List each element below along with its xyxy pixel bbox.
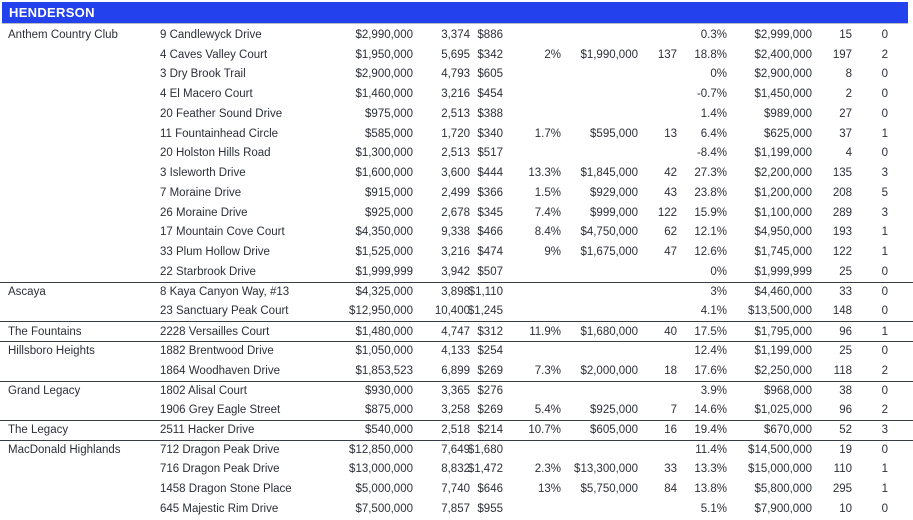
- list-price: $915,000: [365, 186, 413, 199]
- total-reduction-pct: 1.4%: [700, 107, 727, 120]
- address-label: 20 Feather Sound Drive: [160, 107, 283, 120]
- original-price: $2,250,000: [754, 364, 812, 377]
- sqft: 1,720: [441, 127, 470, 140]
- list-price: $975,000: [365, 107, 413, 120]
- address-label: 645 Majestic Rim Drive: [160, 502, 279, 515]
- days-since-reduction: 122: [657, 206, 677, 219]
- address-label: 1864 Woodhaven Drive: [160, 364, 280, 377]
- price-per-sqft: $474: [477, 246, 503, 259]
- total-reduction-pct: 4.1%: [700, 305, 727, 318]
- count-value: 1: [881, 246, 888, 259]
- original-price: $1,795,000: [754, 325, 812, 338]
- original-price: $4,460,000: [754, 286, 812, 299]
- total-reduction-pct: 5.1%: [700, 502, 727, 515]
- days-on-market: 289: [832, 206, 852, 219]
- sqft: 2,518: [441, 424, 470, 437]
- sqft: 6,899: [441, 364, 470, 377]
- address-label: 1906 Grey Eagle Street: [160, 404, 281, 417]
- section-title: HENDERSON: [9, 5, 95, 20]
- list-price: $1,460,000: [355, 88, 413, 101]
- sqft: 7,740: [441, 483, 470, 496]
- address-label: 3 Isleworth Drive: [160, 167, 246, 180]
- sqft: 2,513: [441, 147, 470, 160]
- sqft: 3,216: [441, 88, 470, 101]
- count-value: 0: [881, 384, 888, 397]
- original-price: $1,745,000: [754, 246, 812, 259]
- total-reduction-pct: 3%: [710, 286, 727, 299]
- original-price: $7,900,000: [754, 502, 812, 515]
- address-label: 11 Fountainhead Circle: [160, 127, 279, 140]
- address-label: 23 Sanctuary Peak Court: [160, 305, 289, 318]
- original-price: $670,000: [764, 424, 812, 437]
- reduced-price: $595,000: [590, 127, 638, 140]
- days-since-reduction: 43: [664, 186, 677, 199]
- sqft: 4,133: [441, 345, 470, 358]
- neighborhood-label: MacDonald Highlands: [8, 444, 121, 457]
- price-per-sqft: $340: [477, 127, 503, 140]
- list-price: $1,525,000: [355, 246, 413, 259]
- count-value: 0: [881, 107, 888, 120]
- total-reduction-pct: -0.7%: [696, 88, 727, 101]
- days-on-market: 193: [832, 226, 852, 239]
- original-price: $1,199,000: [754, 147, 812, 160]
- days-on-market: 208: [832, 186, 852, 199]
- list-price: $540,000: [365, 424, 413, 437]
- total-reduction-pct: 0%: [710, 68, 727, 81]
- original-price: $2,400,000: [754, 48, 812, 61]
- days-on-market: 96: [839, 325, 852, 338]
- price-per-sqft: $454: [477, 88, 503, 101]
- list-price: $1,480,000: [355, 325, 413, 338]
- table-row: [0, 420, 913, 440]
- table-row: [0, 203, 913, 223]
- address-label: 4 El Macero Court: [160, 88, 253, 101]
- days-on-market: 27: [839, 107, 852, 120]
- list-price: $1,853,523: [355, 364, 413, 377]
- days-on-market: 25: [839, 345, 852, 358]
- neighborhood-label: Ascaya: [8, 286, 46, 299]
- price-per-sqft: $646: [477, 483, 503, 496]
- days-since-reduction: 18: [664, 364, 677, 377]
- original-price: $13,500,000: [748, 305, 812, 318]
- reduced-price: $929,000: [590, 186, 638, 199]
- sqft: 3,942: [441, 265, 470, 278]
- days-on-market: 110: [833, 463, 852, 476]
- price-per-sqft: $254: [477, 345, 503, 358]
- sqft: 3,365: [441, 384, 470, 397]
- count-value: 0: [881, 88, 888, 101]
- original-price: $2,200,000: [754, 167, 812, 180]
- total-reduction-pct: 15.9%: [694, 206, 727, 219]
- list-price: $13,000,000: [349, 463, 413, 476]
- list-price: $4,325,000: [355, 286, 413, 299]
- neighborhood-label: Anthem Country Club: [8, 28, 118, 41]
- sqft: 3,898: [441, 286, 470, 299]
- sqft: 3,374: [441, 28, 470, 41]
- days-on-market: 19: [839, 444, 852, 457]
- original-price: $1,999,999: [754, 265, 812, 278]
- sqft: 5,695: [441, 48, 470, 61]
- count-value: 0: [881, 345, 888, 358]
- reduced-price: $1,675,000: [580, 246, 638, 259]
- sqft: 3,216: [441, 246, 470, 259]
- days-since-reduction: 7: [670, 404, 677, 417]
- price-per-sqft: $605: [477, 68, 503, 81]
- table-row: [0, 65, 913, 85]
- reduced-price: $1,845,000: [580, 167, 638, 180]
- table-row: [0, 400, 913, 420]
- reduction-pct: 2.3%: [534, 463, 561, 476]
- days-since-reduction: 33: [664, 463, 677, 476]
- list-price: $12,950,000: [349, 305, 413, 318]
- table-row: [0, 262, 913, 282]
- table-row: [0, 223, 913, 243]
- reduced-price: $5,750,000: [580, 483, 638, 496]
- neighborhood-label: The Fountains: [8, 325, 82, 338]
- address-label: 1458 Dragon Stone Place: [160, 483, 292, 496]
- price-per-sqft: $388: [477, 107, 503, 120]
- count-value: 3: [881, 167, 888, 180]
- days-on-market: 295: [832, 483, 852, 496]
- reduced-price: $925,000: [590, 404, 638, 417]
- table-row: [0, 479, 913, 499]
- total-reduction-pct: 3.9%: [700, 384, 727, 397]
- original-price: $625,000: [764, 127, 812, 140]
- total-reduction-pct: 12.1%: [694, 226, 727, 239]
- total-reduction-pct: 23.8%: [694, 186, 727, 199]
- sqft: 4,747: [441, 325, 470, 338]
- list-price: $2,990,000: [355, 28, 413, 41]
- address-label: 20 Holston Hills Road: [160, 147, 271, 160]
- table-row: [0, 440, 913, 460]
- list-price: $875,000: [365, 404, 413, 417]
- days-on-market: 118: [833, 364, 852, 377]
- table-row: [0, 45, 913, 65]
- days-on-market: 135: [832, 167, 852, 180]
- list-price: $12,850,000: [349, 444, 413, 457]
- total-reduction-pct: 17.6%: [694, 364, 727, 377]
- list-price: $925,000: [365, 206, 413, 219]
- days-since-reduction: 42: [664, 167, 677, 180]
- reduced-price: $2,000,000: [580, 364, 638, 377]
- count-value: 2: [881, 364, 888, 377]
- price-per-sqft: $214: [477, 424, 503, 437]
- sqft: 2,513: [441, 107, 470, 120]
- list-price: $7,500,000: [355, 502, 413, 515]
- days-on-market: 52: [839, 424, 852, 437]
- count-value: 1: [881, 483, 888, 496]
- total-reduction-pct: 19.4%: [694, 424, 727, 437]
- list-price: $1,300,000: [355, 147, 413, 160]
- days-on-market: 197: [832, 48, 852, 61]
- list-price: $2,900,000: [355, 68, 413, 81]
- days-on-market: 15: [839, 28, 852, 41]
- total-reduction-pct: -8.4%: [696, 147, 727, 160]
- address-label: 2511 Hacker Drive: [160, 424, 255, 437]
- price-per-sqft: $1,472: [467, 463, 503, 476]
- count-value: 0: [881, 28, 888, 41]
- reduction-pct: 2%: [544, 48, 561, 61]
- reduction-pct: 10.7%: [528, 424, 561, 437]
- reduction-pct: 7.3%: [534, 364, 561, 377]
- price-per-sqft: $1,680: [467, 444, 503, 457]
- reduction-pct: 11.9%: [529, 325, 561, 338]
- table-row: [0, 104, 913, 124]
- table-row: [0, 84, 913, 104]
- count-value: 0: [881, 502, 888, 515]
- price-per-sqft: $345: [477, 206, 503, 219]
- price-per-sqft: $269: [477, 404, 503, 417]
- days-on-market: 8: [845, 68, 852, 81]
- original-price: $1,025,000: [754, 404, 812, 417]
- reduced-price: $999,000: [590, 206, 638, 219]
- total-reduction-pct: 13.8%: [694, 483, 727, 496]
- reduced-price: $13,300,000: [574, 463, 638, 476]
- days-on-market: 122: [832, 246, 852, 259]
- count-value: 1: [881, 127, 888, 140]
- days-on-market: 96: [839, 404, 852, 417]
- price-per-sqft: $466: [477, 226, 503, 239]
- reduction-pct: 1.5%: [534, 186, 561, 199]
- days-since-reduction: 62: [664, 226, 677, 239]
- reduction-pct: 5.4%: [534, 404, 561, 417]
- neighborhood-label: The Legacy: [8, 424, 69, 437]
- table-row: [0, 242, 913, 262]
- total-reduction-pct: 13.3%: [694, 463, 727, 476]
- table-row: [0, 282, 913, 302]
- reduction-pct: 13%: [537, 483, 561, 496]
- sqft: 2,499: [441, 186, 470, 199]
- count-value: 0: [881, 286, 888, 299]
- original-price: $1,100,000: [754, 206, 812, 219]
- sqft: 9,338: [441, 226, 470, 239]
- table-row: [0, 163, 913, 183]
- price-per-sqft: $517: [477, 147, 503, 160]
- price-per-sqft: $1,245: [467, 305, 503, 318]
- original-price: $15,000,000: [748, 463, 812, 476]
- total-reduction-pct: 11.4%: [695, 444, 727, 457]
- reduction-pct: 9%: [544, 246, 561, 259]
- sqft: 4,793: [441, 68, 470, 81]
- list-price: $930,000: [365, 384, 413, 397]
- total-reduction-pct: 0.3%: [700, 28, 727, 41]
- address-label: 2228 Versailles Court: [160, 325, 270, 338]
- original-price: $14,500,000: [748, 444, 812, 457]
- table-row: [0, 124, 913, 144]
- original-price: $1,450,000: [754, 88, 812, 101]
- days-on-market: 10: [839, 502, 852, 515]
- days-since-reduction: 16: [664, 424, 677, 437]
- table-row: [0, 460, 913, 480]
- address-label: 712 Dragon Peak Drive: [160, 444, 280, 457]
- list-price: $1,999,999: [355, 265, 413, 278]
- count-value: 1: [881, 226, 888, 239]
- original-price: $5,800,000: [754, 483, 812, 496]
- total-reduction-pct: 12.6%: [694, 246, 727, 259]
- reduced-price: $605,000: [590, 424, 638, 437]
- count-value: 0: [881, 68, 888, 81]
- reduction-pct: 1.7%: [534, 127, 561, 140]
- count-value: 0: [881, 444, 888, 457]
- total-reduction-pct: 27.3%: [694, 167, 727, 180]
- price-per-sqft: $366: [477, 186, 503, 199]
- count-value: 2: [881, 48, 888, 61]
- sqft: 8,832: [441, 463, 470, 476]
- table-row: [0, 381, 913, 401]
- original-price: $1,199,000: [754, 345, 812, 358]
- address-label: 9 Candlewyck Drive: [160, 28, 262, 41]
- table-row: [0, 183, 913, 203]
- count-value: 3: [881, 206, 888, 219]
- list-price: $1,050,000: [355, 345, 413, 358]
- sqft: 3,258: [441, 404, 470, 417]
- days-since-reduction: 13: [664, 127, 677, 140]
- days-on-market: 38: [839, 384, 852, 397]
- reduction-pct: 13.3%: [528, 167, 561, 180]
- days-on-market: 148: [832, 305, 852, 318]
- price-per-sqft: $955: [477, 502, 503, 515]
- count-value: 3: [881, 424, 888, 437]
- reduction-pct: 7.4%: [534, 206, 561, 219]
- list-price: $5,000,000: [355, 483, 413, 496]
- list-price: $4,350,000: [355, 226, 413, 239]
- total-reduction-pct: 17.5%: [694, 325, 727, 338]
- section-header-bar: [2, 2, 908, 23]
- sqft: 7,857: [441, 502, 470, 515]
- address-label: 1882 Brentwood Drive: [160, 345, 274, 358]
- address-label: 4 Caves Valley Court: [160, 48, 268, 61]
- address-label: 17 Mountain Cove Court: [160, 226, 285, 239]
- count-value: 0: [881, 305, 888, 318]
- table-row: [0, 321, 913, 341]
- original-price: $4,950,000: [754, 226, 812, 239]
- table-row: [0, 361, 913, 381]
- total-reduction-pct: 14.6%: [694, 404, 727, 417]
- count-value: 1: [881, 325, 888, 338]
- reduced-price: $1,990,000: [580, 48, 638, 61]
- count-value: 2: [881, 404, 888, 417]
- price-per-sqft: $342: [477, 48, 503, 61]
- total-reduction-pct: 6.4%: [700, 127, 727, 140]
- table-row: [0, 144, 913, 164]
- address-label: 1802 Alisal Court: [160, 384, 247, 397]
- neighborhood-label: Hillsboro Heights: [8, 345, 95, 358]
- count-value: 1: [881, 463, 888, 476]
- table-row: [0, 499, 913, 519]
- days-on-market: 4: [845, 147, 852, 160]
- days-since-reduction: 137: [657, 48, 677, 61]
- list-price: $1,950,000: [355, 48, 413, 61]
- original-price: $968,000: [764, 384, 812, 397]
- days-since-reduction: 40: [664, 325, 677, 338]
- days-on-market: 33: [839, 286, 852, 299]
- total-reduction-pct: 0%: [710, 265, 727, 278]
- price-per-sqft: $276: [477, 384, 503, 397]
- price-per-sqft: $507: [477, 265, 503, 278]
- address-label: 22 Starbrook Drive: [160, 265, 256, 278]
- reduced-price: $4,750,000: [580, 226, 638, 239]
- total-reduction-pct: 12.4%: [694, 345, 727, 358]
- address-label: 33 Plum Hollow Drive: [160, 246, 270, 259]
- list-price: $585,000: [365, 127, 413, 140]
- price-per-sqft: $312: [477, 325, 503, 338]
- sqft: 10,400: [434, 305, 470, 318]
- price-per-sqft: $444: [477, 167, 503, 180]
- address-label: 716 Dragon Peak Drive: [160, 463, 280, 476]
- listings-table: [0, 25, 913, 519]
- reduced-price: $1,680,000: [580, 325, 638, 338]
- original-price: $1,200,000: [754, 186, 812, 199]
- count-value: 0: [881, 265, 888, 278]
- days-since-reduction: 84: [664, 483, 677, 496]
- sqft: 7,649: [441, 444, 470, 457]
- original-price: $989,000: [764, 107, 812, 120]
- sqft: 2,678: [441, 206, 470, 219]
- days-on-market: 25: [839, 265, 852, 278]
- address-label: 3 Dry Brook Trail: [160, 68, 246, 81]
- price-per-sqft: $886: [477, 28, 503, 41]
- address-label: 8 Kaya Canyon Way, #13: [160, 286, 290, 299]
- list-price: $1,600,000: [355, 167, 413, 180]
- count-value: 5: [881, 186, 888, 199]
- original-price: $2,999,000: [754, 28, 812, 41]
- price-per-sqft: $1,110: [468, 286, 503, 299]
- total-reduction-pct: 18.8%: [694, 48, 727, 61]
- table-row: [0, 302, 913, 322]
- neighborhood-label: Grand Legacy: [8, 384, 81, 397]
- price-per-sqft: $269: [477, 364, 503, 377]
- address-label: 7 Moraine Drive: [160, 186, 242, 199]
- address-label: 26 Moraine Drive: [160, 206, 248, 219]
- count-value: 0: [881, 147, 888, 160]
- days-on-market: 2: [845, 88, 852, 101]
- days-since-reduction: 47: [664, 246, 677, 259]
- sqft: 3,600: [441, 167, 470, 180]
- table-row: [0, 341, 913, 361]
- reduction-pct: 8.4%: [534, 226, 561, 239]
- table-row: [0, 25, 913, 45]
- original-price: $2,900,000: [754, 68, 812, 81]
- days-on-market: 37: [839, 127, 852, 140]
